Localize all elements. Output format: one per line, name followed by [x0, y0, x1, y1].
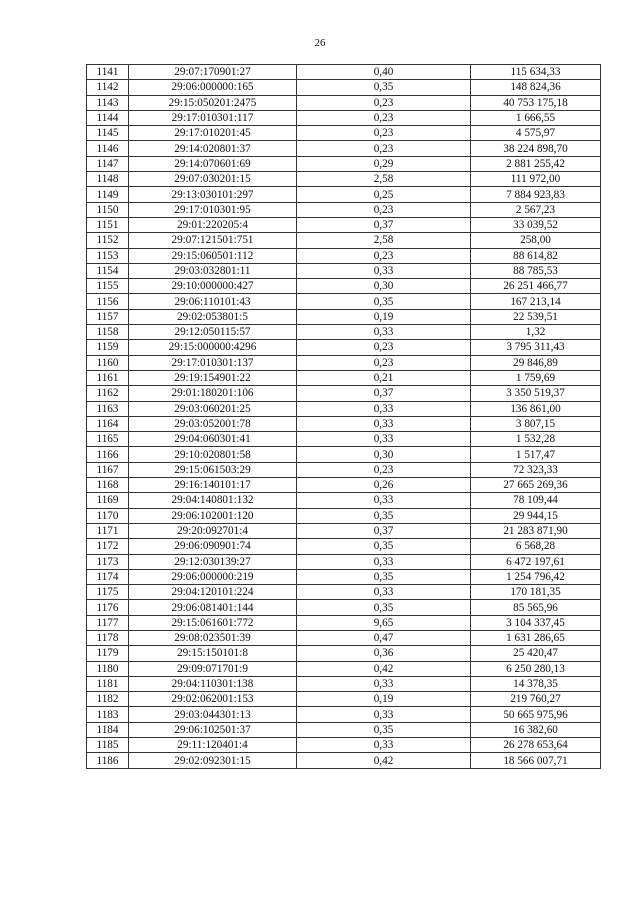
table-row: [87, 416, 601, 431]
rate-cell: 0,23: [297, 202, 471, 217]
table-body: [87, 65, 601, 769]
rate-cell: 0,23: [297, 355, 471, 370]
value-cell: 1 532,28: [471, 432, 601, 447]
rate-cell: 0,37: [297, 386, 471, 401]
rate-cell: 0,37: [297, 217, 471, 232]
row-number-cell: 1173: [87, 554, 129, 569]
value-cell: 4 575,97: [471, 126, 601, 141]
row-number-cell: 1143: [87, 95, 129, 110]
cadastral-number-cell: 29:06:000000:219: [129, 569, 297, 584]
table-row: [87, 80, 601, 95]
cadastral-number-cell: 29:03:060201:25: [129, 401, 297, 416]
value-cell: 78 109,44: [471, 493, 601, 508]
rate-cell: 0,33: [297, 432, 471, 447]
value-cell: 219 760,27: [471, 692, 601, 707]
row-number-cell: 1178: [87, 630, 129, 645]
row-number-cell: 1141: [87, 65, 129, 80]
value-cell: 1,32: [471, 325, 601, 340]
cadastral-number-cell: 29:02:053801:5: [129, 309, 297, 324]
table-row: [87, 217, 601, 232]
row-number-cell: 1145: [87, 126, 129, 141]
cadastral-number-cell: 29:04:120101:224: [129, 585, 297, 600]
cadastral-number-cell: 29:07:030201:15: [129, 172, 297, 187]
rate-cell: 0,42: [297, 661, 471, 676]
table-row: [87, 630, 601, 645]
rate-cell: 0,33: [297, 325, 471, 340]
table-row: [87, 248, 601, 263]
row-number-cell: 1142: [87, 80, 129, 95]
value-cell: 22 539,51: [471, 309, 601, 324]
cadastral-number-cell: 29:02:062001:153: [129, 692, 297, 707]
rate-cell: 0,37: [297, 523, 471, 538]
value-cell: 167 213,14: [471, 294, 601, 309]
cadastral-number-cell: 29:15:061503:29: [129, 462, 297, 477]
table-row: [87, 279, 601, 294]
value-cell: 33 039,52: [471, 217, 601, 232]
rate-cell: 0,33: [297, 738, 471, 753]
table-row: [87, 676, 601, 691]
row-number-cell: 1184: [87, 722, 129, 737]
cadastral-number-cell: 29:06:090901:74: [129, 539, 297, 554]
cadastral-number-cell: 29:15:061601:772: [129, 615, 297, 630]
table-row: [87, 692, 601, 707]
table-row: [87, 309, 601, 324]
page-number: 26: [314, 37, 326, 49]
rate-cell: 0,19: [297, 309, 471, 324]
row-number-cell: 1168: [87, 478, 129, 493]
cadastral-number-cell: 29:07:170901:27: [129, 65, 297, 80]
cadastral-number-cell: 29:04:060301:41: [129, 432, 297, 447]
table-row: [87, 386, 601, 401]
table-row: [87, 355, 601, 370]
value-cell: 38 224 898,70: [471, 141, 601, 156]
table-row: [87, 478, 601, 493]
cadastral-number-cell: 29:14:070601:69: [129, 156, 297, 171]
row-number-cell: 1157: [87, 309, 129, 324]
cadastral-number-cell: 29:10:000000:427: [129, 279, 297, 294]
table-row: [87, 722, 601, 737]
cadastral-number-cell: 29:20:092701:4: [129, 523, 297, 538]
value-cell: 88 785,53: [471, 263, 601, 278]
cadastral-number-cell: 29:12:030139:27: [129, 554, 297, 569]
row-number-cell: 1163: [87, 401, 129, 416]
rate-cell: 0,42: [297, 753, 471, 768]
value-cell: 6 250 280,13: [471, 661, 601, 676]
value-cell: 7 884 923,83: [471, 187, 601, 202]
table-row: [87, 432, 601, 447]
row-number-cell: 1148: [87, 172, 129, 187]
value-cell: 136 861,00: [471, 401, 601, 416]
row-number-cell: 1149: [87, 187, 129, 202]
value-cell: 115 634,33: [471, 65, 601, 80]
cadastral-number-cell: 29:01:180201:106: [129, 386, 297, 401]
value-cell: 3 350 519,37: [471, 386, 601, 401]
value-cell: 29 846,89: [471, 355, 601, 370]
table-row: [87, 202, 601, 217]
cadastral-number-cell: 29:06:000000:165: [129, 80, 297, 95]
cadastral-number-cell: 29:13:030101:297: [129, 187, 297, 202]
cadastral-number-cell: 29:19:154901:22: [129, 370, 297, 385]
value-cell: 27 665 269,36: [471, 478, 601, 493]
rate-cell: 0,23: [297, 110, 471, 125]
cadastral-number-cell: 29:09:071701:9: [129, 661, 297, 676]
value-cell: 1 517,47: [471, 447, 601, 462]
value-cell: 14 378,35: [471, 676, 601, 691]
rate-cell: 0,35: [297, 722, 471, 737]
cadastral-number-cell: 29:03:032801:11: [129, 263, 297, 278]
value-cell: 258,00: [471, 233, 601, 248]
table-row: [87, 401, 601, 416]
value-cell: 88 614,82: [471, 248, 601, 263]
rate-cell: 0,21: [297, 370, 471, 385]
rate-cell: 0,33: [297, 707, 471, 722]
cadastral-number-cell: 29:04:110301:138: [129, 676, 297, 691]
value-cell: 3 795 311,43: [471, 340, 601, 355]
value-cell: 1 631 286,65: [471, 630, 601, 645]
table-row: [87, 569, 601, 584]
row-number-cell: 1171: [87, 523, 129, 538]
cadastral-number-cell: 29:03:044301:13: [129, 707, 297, 722]
value-cell: 2 881 255,42: [471, 156, 601, 171]
row-number-cell: 1175: [87, 585, 129, 600]
rate-cell: 0,33: [297, 263, 471, 278]
cadastral-number-cell: 29:06:102501:37: [129, 722, 297, 737]
table-row: [87, 493, 601, 508]
value-cell: 170 181,35: [471, 585, 601, 600]
rate-cell: 0,33: [297, 585, 471, 600]
table-row: [87, 95, 601, 110]
table-row: [87, 585, 601, 600]
row-number-cell: 1153: [87, 248, 129, 263]
cadastral-number-cell: 29:04:140801:132: [129, 493, 297, 508]
table-row: [87, 233, 601, 248]
cadastral-number-cell: 29:16:140101:17: [129, 478, 297, 493]
cadastral-number-cell: 29:15:060501:112: [129, 248, 297, 263]
cadastral-number-cell: 29:06:081401:144: [129, 600, 297, 615]
rate-cell: 0,35: [297, 539, 471, 554]
rate-cell: 0,36: [297, 646, 471, 661]
value-cell: 29 944,15: [471, 508, 601, 523]
row-number-cell: 1167: [87, 462, 129, 477]
rate-cell: 0,35: [297, 569, 471, 584]
rate-cell: 0,25: [297, 187, 471, 202]
rate-cell: 0,35: [297, 80, 471, 95]
value-cell: 3 807,15: [471, 416, 601, 431]
value-cell: 16 382,60: [471, 722, 601, 737]
rate-cell: 2,58: [297, 233, 471, 248]
cadastral-number-cell: 29:06:110101:43: [129, 294, 297, 309]
row-number-cell: 1176: [87, 600, 129, 615]
cadastral-number-cell: 29:17:010301:95: [129, 202, 297, 217]
row-number-cell: 1159: [87, 340, 129, 355]
rate-cell: 0,23: [297, 248, 471, 263]
value-cell: 72 323,33: [471, 462, 601, 477]
table-row: [87, 738, 601, 753]
data-table: [86, 64, 601, 769]
row-number-cell: 1151: [87, 217, 129, 232]
value-cell: 85 565,96: [471, 600, 601, 615]
row-number-cell: 1177: [87, 615, 129, 630]
rate-cell: 0,47: [297, 630, 471, 645]
row-number-cell: 1160: [87, 355, 129, 370]
row-number-cell: 1169: [87, 493, 129, 508]
table-row: [87, 172, 601, 187]
value-cell: 18 566 007,71: [471, 753, 601, 768]
table-row: [87, 508, 601, 523]
value-cell: 2 567,23: [471, 202, 601, 217]
rate-cell: 0,26: [297, 478, 471, 493]
row-number-cell: 1183: [87, 707, 129, 722]
table-row: [87, 110, 601, 125]
row-number-cell: 1150: [87, 202, 129, 217]
row-number-cell: 1156: [87, 294, 129, 309]
rate-cell: 0,33: [297, 416, 471, 431]
cadastral-number-cell: 29:12:050115:57: [129, 325, 297, 340]
rate-cell: 0,33: [297, 493, 471, 508]
cadastral-number-cell: 29:17:010301:117: [129, 110, 297, 125]
cadastral-number-cell: 29:03:052001:78: [129, 416, 297, 431]
rate-cell: 0,40: [297, 65, 471, 80]
table-row: [87, 340, 601, 355]
cadastral-number-cell: 29:15:050201:2475: [129, 95, 297, 110]
value-cell: 40 753 175,18: [471, 95, 601, 110]
table-row: [87, 462, 601, 477]
row-number-cell: 1146: [87, 141, 129, 156]
value-cell: 3 104 337,45: [471, 615, 601, 630]
rate-cell: 0,35: [297, 600, 471, 615]
table-row: [87, 126, 601, 141]
cadastral-number-cell: 29:17:010301:137: [129, 355, 297, 370]
cadastral-number-cell: 29:08:023501:39: [129, 630, 297, 645]
table-row: [87, 141, 601, 156]
row-number-cell: 1147: [87, 156, 129, 171]
row-number-cell: 1162: [87, 386, 129, 401]
row-number-cell: 1152: [87, 233, 129, 248]
row-number-cell: 1144: [87, 110, 129, 125]
cadastral-number-cell: 29:07:121501:751: [129, 233, 297, 248]
cadastral-number-cell: 29:01:220205:4: [129, 217, 297, 232]
cadastral-number-cell: 29:15:000000:4296: [129, 340, 297, 355]
table-row: [87, 294, 601, 309]
row-number-cell: 1155: [87, 279, 129, 294]
row-number-cell: 1172: [87, 539, 129, 554]
rate-cell: 0,29: [297, 156, 471, 171]
value-cell: 25 420,47: [471, 646, 601, 661]
rate-cell: 0,23: [297, 141, 471, 156]
rate-cell: 9,65: [297, 615, 471, 630]
rate-cell: 0,33: [297, 554, 471, 569]
table-row: [87, 325, 601, 340]
value-cell: 50 665 975,96: [471, 707, 601, 722]
cadastral-number-cell: 29:14:020801:37: [129, 141, 297, 156]
cadastral-number-cell: 29:11:120401:4: [129, 738, 297, 753]
table-row: [87, 554, 601, 569]
table-row: [87, 646, 601, 661]
row-number-cell: 1161: [87, 370, 129, 385]
table-row: [87, 661, 601, 676]
rate-cell: 0,33: [297, 401, 471, 416]
rate-cell: 0,30: [297, 279, 471, 294]
row-number-cell: 1174: [87, 569, 129, 584]
row-number-cell: 1179: [87, 646, 129, 661]
table-row: [87, 370, 601, 385]
table-row: [87, 263, 601, 278]
rate-cell: 0,23: [297, 462, 471, 477]
rate-cell: 0,35: [297, 294, 471, 309]
row-number-cell: 1181: [87, 676, 129, 691]
cadastral-number-cell: 29:10:020801:58: [129, 447, 297, 462]
rate-cell: 0,23: [297, 126, 471, 141]
value-cell: 26 278 653,64: [471, 738, 601, 753]
table-row: [87, 523, 601, 538]
table-row: [87, 615, 601, 630]
value-cell: 1 666,55: [471, 110, 601, 125]
row-number-cell: 1170: [87, 508, 129, 523]
rate-cell: 2,58: [297, 172, 471, 187]
table-row: [87, 600, 601, 615]
row-number-cell: 1158: [87, 325, 129, 340]
value-cell: 26 251 466,77: [471, 279, 601, 294]
table-row: [87, 753, 601, 768]
value-cell: 1 759,69: [471, 370, 601, 385]
rate-cell: 0,33: [297, 676, 471, 691]
cadastral-number-cell: 29:17:010201:45: [129, 126, 297, 141]
value-cell: 1 254 796,42: [471, 569, 601, 584]
row-number-cell: 1180: [87, 661, 129, 676]
row-number-cell: 1182: [87, 692, 129, 707]
rate-cell: 0,23: [297, 340, 471, 355]
value-cell: 21 283 871,90: [471, 523, 601, 538]
cadastral-number-cell: 29:02:092301:15: [129, 753, 297, 768]
table-row: [87, 65, 601, 80]
table-row: [87, 187, 601, 202]
row-number-cell: 1185: [87, 738, 129, 753]
row-number-cell: 1166: [87, 447, 129, 462]
rate-cell: 0,19: [297, 692, 471, 707]
row-number-cell: 1154: [87, 263, 129, 278]
value-cell: 111 972,00: [471, 172, 601, 187]
row-number-cell: 1165: [87, 432, 129, 447]
table-row: [87, 156, 601, 171]
rate-cell: 0,35: [297, 508, 471, 523]
value-cell: 148 824,36: [471, 80, 601, 95]
table-row: [87, 447, 601, 462]
value-cell: 6 568,28: [471, 539, 601, 554]
value-cell: 6 472 197,61: [471, 554, 601, 569]
rate-cell: 0,30: [297, 447, 471, 462]
row-number-cell: 1186: [87, 753, 129, 768]
cadastral-number-cell: 29:15:150101:8: [129, 646, 297, 661]
table-row: [87, 707, 601, 722]
row-number-cell: 1164: [87, 416, 129, 431]
table-row: [87, 539, 601, 554]
rate-cell: 0,23: [297, 95, 471, 110]
cadastral-number-cell: 29:06:102001:120: [129, 508, 297, 523]
